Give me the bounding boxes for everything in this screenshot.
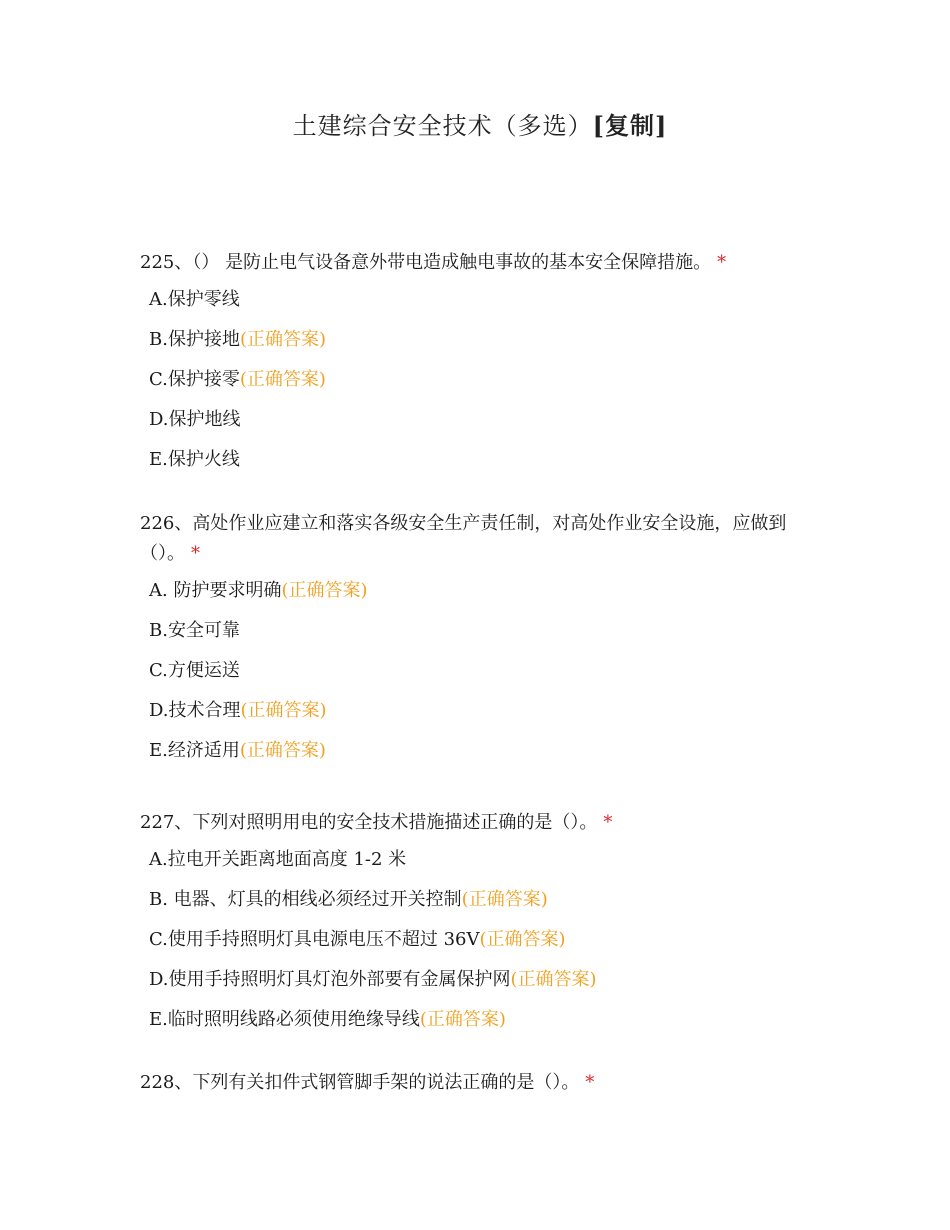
option-list [140,848,810,1048]
option-label: A.拉电开关距离地面高度 1-2 米 [149,849,407,870]
option-item [149,888,810,928]
question-text: 225、（） 是防止电气设备意外带电造成触电事故的基本安全保障措施。 * [140,252,727,273]
correct-answer-marker: (正确答案) [239,740,326,761]
correct-answer-marker: (正确答案) [479,929,566,950]
question-228 [140,1068,810,1098]
title-main: 土建综合安全技术（多选） [292,112,593,140]
option-item [149,848,810,888]
option-label: D.使用手持照明灯具灯泡外部要有金属保护网 [149,969,511,990]
option-label: C.使用手持照明灯具电源电压不超过 36V [149,929,480,950]
option-label: A. 防护要求明确 [149,580,282,601]
question-text: 228、下列有关扣件式钢管脚手架的说法正确的是（）。 * [140,1072,595,1093]
option-item [149,368,810,408]
required-mark: * [717,252,727,273]
option-item [149,619,810,659]
option-item [149,699,810,739]
option-item [149,408,810,448]
question-225 [140,248,810,488]
option-label: A.保护零线 [149,289,240,310]
required-mark: * [603,812,613,833]
option-item [149,928,810,968]
option-label: E.经济适用 [149,740,240,761]
option-item [149,739,810,779]
copy-link[interactable]: [复制] [592,111,668,140]
option-label: E.保护火线 [149,449,240,470]
option-list [140,579,810,779]
question-text: 227、下列对照明用电的安全技术措施描述正确的是（）。 * [140,812,613,833]
question-227 [140,808,810,1048]
correct-answer-marker: (正确答案) [240,700,327,721]
option-label: B.保护接地 [149,329,240,350]
option-label: E.临时照明线路必须使用绝缘导线 [149,1009,420,1030]
page-title [0,110,950,142]
correct-answer-marker: (正确答案) [281,580,368,601]
correct-answer-marker: (正确答案) [239,329,326,350]
question-text: 226、高处作业应建立和落实各级安全生产责任制，对高处作业安全设施，应做到（）。 * [140,513,787,564]
option-item [149,288,810,328]
question-226 [140,509,810,779]
correct-answer-marker: (正确答案) [461,889,548,910]
option-item [149,1008,810,1048]
correct-answer-marker: (正确答案) [510,969,597,990]
option-label: B. 电器、灯具的相线必须经过开关控制 [149,889,462,910]
option-label: B.安全可靠 [149,620,240,641]
option-label: D.技术合理 [149,700,241,721]
option-item [149,328,810,368]
option-label: C.保护接零 [149,369,240,390]
option-list [140,288,810,488]
option-item [149,659,810,699]
option-item [149,448,810,488]
option-label: C.方便运送 [149,660,240,681]
option-item [149,968,810,1008]
required-mark: * [191,543,200,564]
correct-answer-marker: (正确答案) [239,369,326,390]
option-label: D.保护地线 [149,409,241,430]
correct-answer-marker: (正确答案) [419,1009,506,1030]
required-mark: * [585,1072,595,1093]
option-item [149,579,810,619]
